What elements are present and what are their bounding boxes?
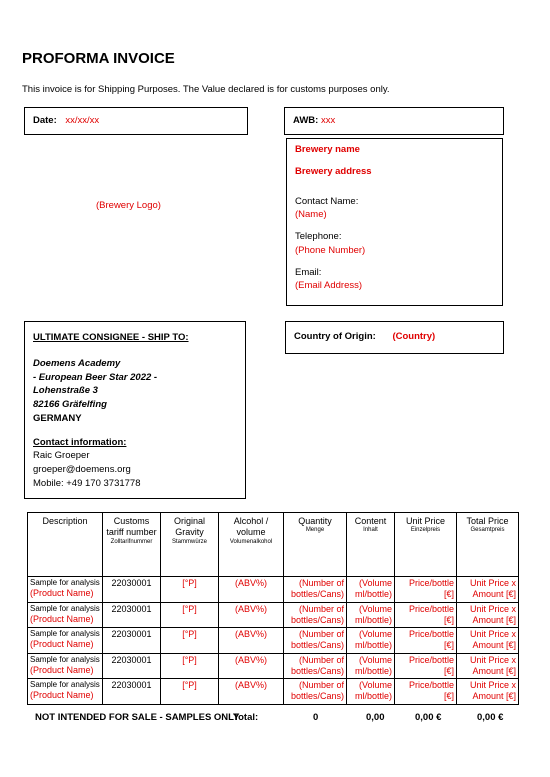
awb-box [284, 107, 504, 135]
contact-mobile: Mobile: +49 170 3731778 [33, 477, 141, 489]
cell-abv[interactable]: (ABV%) [219, 628, 284, 654]
table-row [28, 602, 519, 628]
cell-description[interactable]: Sample for analysis (Product Name) [28, 577, 103, 603]
cell-gravity[interactable]: [°P] [161, 577, 219, 603]
date-label: Date: [33, 115, 57, 126]
cell-unit-price[interactable]: Price/bottle [€] [395, 653, 457, 679]
origin-label: Country of Origin: [294, 331, 376, 342]
items-table [27, 512, 519, 705]
consignee-country: GERMANY [33, 412, 82, 424]
consignee-heading: ULTIMATE CONSIGNEE - SHIP TO: [33, 332, 189, 343]
cell-abv[interactable]: (ABV%) [219, 577, 284, 603]
col-header-total-price: Total Price Gesamtpreis [457, 513, 519, 577]
cell-tariff[interactable]: 22030001 [103, 679, 161, 705]
cell-content[interactable]: (Volume ml/bottle) [347, 653, 395, 679]
cell-abv[interactable]: (ABV%) [219, 653, 284, 679]
cell-unit-price[interactable]: Price/bottle [€] [395, 602, 457, 628]
col-header-tariff: Customs tariff number Zolltarifnummer [103, 513, 161, 577]
brewery-logo-placeholder: (Brewery Logo) [96, 200, 161, 211]
cell-content[interactable]: (Volume ml/bottle) [347, 577, 395, 603]
cell-quantity[interactable]: (Number of bottles/Cans) [284, 602, 347, 628]
cell-unit-price[interactable]: Price/bottle [€] [395, 679, 457, 705]
cell-quantity[interactable]: (Number of bottles/Cans) [284, 628, 347, 654]
brewery-box [286, 138, 503, 306]
brewery-address[interactable]: Brewery address [295, 165, 372, 177]
contact-email: groeper@doemens.org [33, 464, 131, 476]
col-header-gravity: Original Gravity Stammwürze [161, 513, 219, 577]
cell-total-price[interactable]: Unit Price x Amount [€] [457, 602, 519, 628]
origin-value[interactable]: (Country) [392, 331, 436, 342]
table-row [28, 653, 519, 679]
total-quantity: 0 [313, 712, 319, 723]
cell-total-price[interactable]: Unit Price x Amount [€] [457, 679, 519, 705]
contact-info-heading: Contact information: [33, 436, 127, 448]
awb-label: AWB: [293, 115, 319, 126]
contact-person: Raic Groeper [33, 450, 90, 462]
consignee-line4: 82166 Gräfelfing [33, 399, 107, 411]
origin-box [285, 321, 504, 354]
date-value[interactable]: xx/xx/xx [65, 115, 100, 126]
total-label: Total: [233, 712, 259, 723]
contact-name-label: Contact Name: [295, 195, 359, 207]
page-subtitle: This invoice is for Shipping Purposes. The Value declared is for customs purposes only. [22, 84, 390, 95]
samples-only-note: NOT INTENDED FOR SALE - SAMPLES ONLY [35, 712, 240, 723]
total-price: 0,00 € [477, 712, 504, 723]
col-header-unit-price: Unit Price Einzelpreis [395, 513, 457, 577]
cell-content[interactable]: (Volume ml/bottle) [347, 679, 395, 705]
consignee-line2: - European Beer Star 2022 - [33, 371, 158, 383]
cell-abv[interactable]: (ABV%) [219, 602, 284, 628]
cell-tariff[interactable]: 22030001 [103, 577, 161, 603]
cell-unit-price[interactable]: Price/bottle [€] [395, 628, 457, 654]
table-row [28, 577, 519, 603]
page-title: PROFORMA INVOICE [22, 50, 175, 67]
telephone-label: Telephone: [295, 231, 342, 243]
cell-total-price[interactable]: Unit Price x Amount [€] [457, 628, 519, 654]
consignee-box [24, 321, 246, 499]
cell-description[interactable]: Sample for analysis (Product Name) [28, 653, 103, 679]
cell-tariff[interactable]: 22030001 [103, 653, 161, 679]
total-content: 0,00 [366, 712, 385, 723]
total-unit-price: 0,00 € [415, 712, 442, 723]
col-header-description: Description [28, 513, 103, 577]
cell-abv[interactable]: (ABV%) [219, 679, 284, 705]
telephone-value[interactable]: (Phone Number) [295, 244, 366, 256]
contact-name-value[interactable]: (Name) [295, 209, 327, 221]
cell-content[interactable]: (Volume ml/bottle) [347, 628, 395, 654]
cell-quantity[interactable]: (Number of bottles/Cans) [284, 653, 347, 679]
cell-gravity[interactable]: [°P] [161, 628, 219, 654]
cell-unit-price[interactable]: Price/bottle [€] [395, 577, 457, 603]
cell-content[interactable]: (Volume ml/bottle) [347, 602, 395, 628]
cell-total-price[interactable]: Unit Price x Amount [€] [457, 577, 519, 603]
cell-tariff[interactable]: 22030001 [103, 602, 161, 628]
cell-gravity[interactable]: [°P] [161, 679, 219, 705]
email-label: Email: [295, 266, 322, 278]
cell-quantity[interactable]: (Number of bottles/Cans) [284, 577, 347, 603]
email-value[interactable]: (Email Address) [295, 280, 363, 292]
table-row [28, 628, 519, 654]
cell-gravity[interactable]: [°P] [161, 602, 219, 628]
col-header-quantity: Quantity Menge [284, 513, 347, 577]
cell-description[interactable]: Sample for analysis (Product Name) [28, 679, 103, 705]
cell-description[interactable]: Sample for analysis (Product Name) [28, 602, 103, 628]
consignee-line3: Lohenstraße 3 [33, 385, 98, 397]
table-header-row [28, 513, 519, 577]
date-box [24, 107, 248, 135]
consignee-line1: Doemens Academy [33, 357, 121, 369]
awb-value[interactable]: xxx [320, 115, 336, 126]
cell-quantity[interactable]: (Number of bottles/Cans) [284, 679, 347, 705]
cell-description[interactable]: Sample for analysis (Product Name) [28, 628, 103, 654]
table-row [28, 679, 519, 705]
cell-total-price[interactable]: Unit Price x Amount [€] [457, 653, 519, 679]
cell-gravity[interactable]: [°P] [161, 653, 219, 679]
col-header-alcohol: Alcohol / volume Volumenalkohol [219, 513, 284, 577]
brewery-name[interactable]: Brewery name [295, 144, 360, 155]
col-header-content: Content Inhalt [347, 513, 395, 577]
cell-tariff[interactable]: 22030001 [103, 628, 161, 654]
